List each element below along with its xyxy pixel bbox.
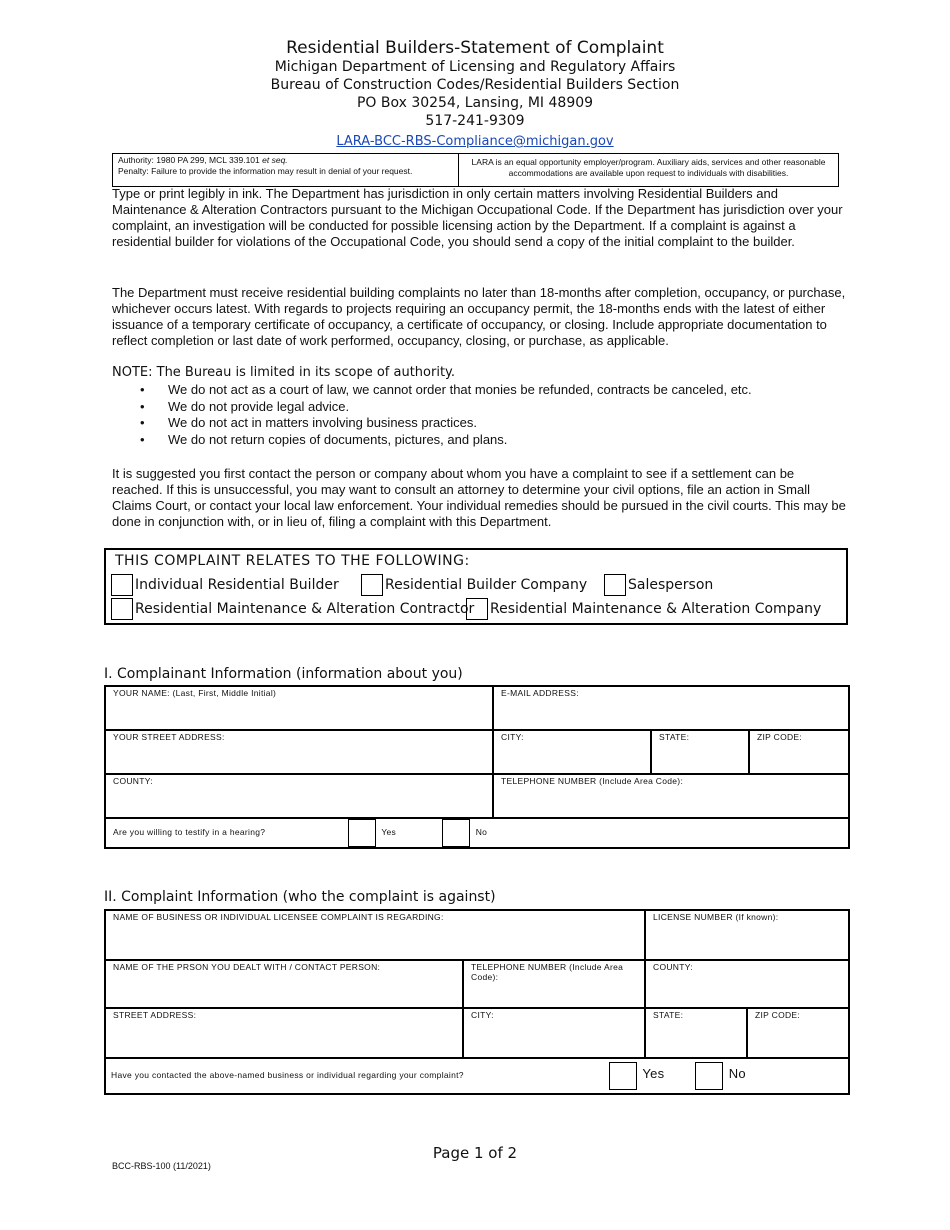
ma-contractor-label: Residential Maintenance & Alteration Contractor [135, 601, 475, 617]
intro-paragraph-1: Type or print legibly in ink. The Department has jurisdiction in only certain matters involving Residential Builders and Maintenance & Alteration Contractors pursuant to the Michigan Occupational Code. If the Department has jurisdiction over your complaint, an investigation will be conducted for possible licensing action by the Department. If a complaint is against a residential builder for violations of the Occupational Code, you should send a copy of the initial complaint to the builder. [112, 186, 843, 249]
email-link[interactable]: LARA-BCC-RBS-Compliance@michigan.gov [336, 134, 614, 149]
complaint-info-table [104, 909, 850, 1095]
section-1-title: I. Complainant Information (information about you) [104, 666, 463, 682]
contacted-row [105, 1058, 849, 1094]
intro-paragraph-3: It is suggested you first contact the person or company about whom you have a complaint to see if a settlement can be reached. If this is unsuccessful, you may want to consult an attorney to determine your civil options, file an action in Small Claims Court, or contact your local law enforcement. Your individual remedies should be pursued in the civil courts. This may be done in conjunction with, or in lieu of, filing a complaint with this Department. [112, 466, 846, 529]
bullet-item: • We do not act as a court of law, we cannot order that monies be refunded, contracts be canceled, etc. [140, 382, 752, 399]
testify-yes-label: Yes [381, 827, 397, 838]
scope-bullet-list [140, 382, 752, 448]
email-field[interactable]: E-MAIL ADDRESS: [493, 686, 849, 730]
contact-telephone-field[interactable]: TELEPHONE NUMBER (Include Area Code): [463, 960, 645, 1008]
testify-question: Are you willing to testify in a hearing? [113, 827, 266, 838]
scope-note: NOTE: The Bureau is limited in its scope of authority. [112, 365, 456, 380]
testify-no-checkbox[interactable] [442, 819, 470, 847]
builder-company-checkbox[interactable] [361, 574, 383, 596]
county-field[interactable]: COUNTY: [105, 774, 493, 818]
intro-paragraph-2: The Department must receive residential building complaints no later than 18-months after completion, occupancy, or purchase, whichever occurs latest. With regards to projects requiring an occupancy permit, the 18-months ends with the latest of either issuance of a temporary certificate of occupancy, a certificate of occupancy, or closing. Include appropriate documentation to reflect completion or last date of work performed, occupancy, closing, or purchase, as applicable. [112, 285, 846, 348]
authority-line: Authority: 1980 PA 299, MCL 339.101 et seq. [118, 155, 288, 165]
ma-company-checkbox[interactable] [466, 598, 488, 620]
section-2-title: II. Complaint Information (who the complaint is against) [104, 889, 496, 905]
penalty-line: Penalty: Failure to provide the information may result in denial of your request. [118, 166, 413, 176]
contact-zip-field[interactable]: ZIP CODE: [747, 1008, 849, 1058]
mailing-address: PO Box 30254, Lansing, MI 48909 [356, 95, 594, 111]
testify-no-label: No [475, 827, 488, 838]
telephone-field[interactable]: TELEPHONE NUMBER (Include Area Code): [493, 774, 849, 818]
eeo-statement: LARA is an equal opportunity employer/program. Auxiliary aids, services and other reasonable accommodations are available upon request to individuals with disabilities. [471, 157, 826, 178]
phone-number: 517-241-9309 [425, 113, 525, 129]
department-name: Michigan Department of Licensing and Regulatory Affairs [274, 59, 676, 75]
bureau-name: Bureau of Construction Codes/Residential Builders Section [270, 77, 680, 93]
complaint-relates-box [104, 548, 848, 625]
your-name-field[interactable]: YOUR NAME: (Last, First, Middle Initial) [105, 686, 493, 730]
bullet-item: • We do not act in matters involving business practices. [140, 415, 752, 432]
ma-contractor-checkbox[interactable] [111, 598, 133, 620]
individual-builder-label: Individual Residential Builder [135, 577, 339, 593]
testify-row [105, 818, 849, 848]
builder-company-label: Residential Builder Company [385, 577, 588, 593]
license-number-field[interactable]: LICENSE NUMBER (If known): [645, 910, 849, 960]
business-name-field[interactable]: NAME OF BUSINESS OR INDIVIDUAL LICENSEE COMPLAINT IS REGARDING: [105, 910, 645, 960]
contacted-yes-label: Yes [642, 1066, 665, 1082]
contact-city-field[interactable]: CITY: [463, 1008, 645, 1058]
page-number: Page 1 of 2 [432, 1144, 518, 1162]
relates-title: THIS COMPLAINT RELATES TO THE FOLLOWING: [115, 553, 470, 569]
authority-box [112, 153, 839, 187]
zip-field[interactable]: ZIP CODE: [749, 730, 849, 774]
contacted-yes-checkbox[interactable] [609, 1062, 637, 1090]
salesperson-label: Salesperson [628, 577, 714, 593]
salesperson-checkbox[interactable] [604, 574, 626, 596]
form-code: BCC-RBS-100 (11/2021) [112, 1161, 211, 1171]
city-field[interactable]: CITY: [493, 730, 651, 774]
complainant-info-table [104, 685, 850, 849]
form-title: Residential Builders-Statement of Complaint [286, 38, 664, 58]
contact-county-field[interactable]: COUNTY: [645, 960, 849, 1008]
state-field[interactable]: STATE: [651, 730, 749, 774]
individual-builder-checkbox[interactable] [111, 574, 133, 596]
contacted-no-checkbox[interactable] [695, 1062, 723, 1090]
contacted-no-label: No [728, 1066, 746, 1082]
testify-yes-checkbox[interactable] [348, 819, 376, 847]
street-address-field[interactable]: YOUR STREET ADDRESS: [105, 730, 493, 774]
contact-state-field[interactable]: STATE: [645, 1008, 747, 1058]
contact-person-field[interactable]: NAME OF THE PRSON YOU DEALT WITH / CONTACT PERSON: [105, 960, 463, 1008]
ma-company-label: Residential Maintenance & Alteration Company [490, 601, 822, 617]
bullet-item: • We do not return copies of documents, pictures, and plans. [140, 432, 752, 449]
contacted-question: Have you contacted the above-named business or individual regarding your complaint? [111, 1070, 464, 1081]
bullet-item: • We do not provide legal advice. [140, 399, 752, 416]
contact-street-field[interactable]: STREET ADDRESS: [105, 1008, 463, 1058]
